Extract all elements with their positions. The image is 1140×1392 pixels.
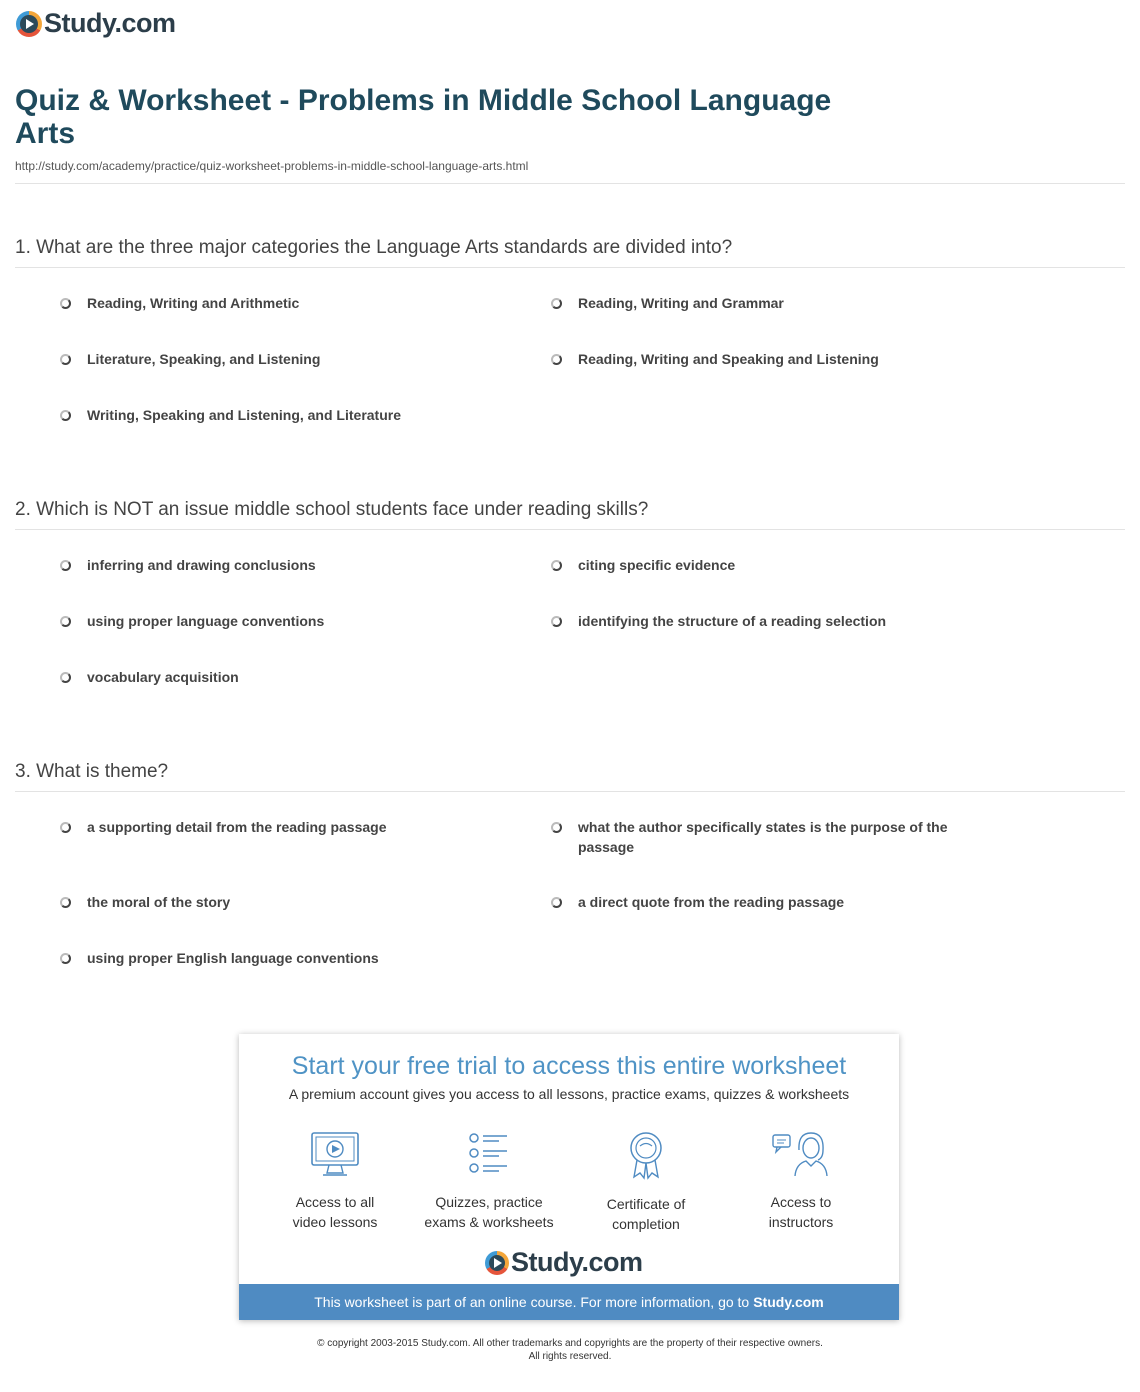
radio-button-icon[interactable]	[60, 298, 71, 309]
promo-heading[interactable]: Start your free trial to access this entire worksheet	[291, 1052, 847, 1080]
promo-footer-text: This worksheet is part of an online course. For more information, go to	[314, 1294, 750, 1310]
q2-option-a[interactable]	[60, 555, 500, 575]
q1-option-d[interactable]	[551, 349, 971, 369]
feature-label-line1: Certificate of	[606, 1196, 686, 1212]
feature-label-line1: Quizzes, practice	[435, 1194, 543, 1210]
option-label: Reading, Writing and Arithmetic	[87, 295, 300, 311]
page-title: Quiz & Worksheet - Problems in Middle School Language Arts	[15, 84, 832, 150]
promo-footer-bar	[239, 1284, 899, 1320]
feature-label-line2: video lessons	[292, 1214, 378, 1230]
radio-button-icon[interactable]	[551, 560, 562, 571]
video-lessons-icon	[309, 1130, 361, 1178]
question-divider	[15, 267, 1125, 268]
page-url[interactable]: http://study.com/academy/practice/quiz-worksheet-problems-in-middle-school-language-arts.html	[15, 159, 529, 173]
study-logo-text: Study.com	[44, 8, 176, 38]
radio-button-icon[interactable]	[551, 897, 562, 908]
radio-button-icon[interactable]	[60, 616, 71, 627]
q3-option-d[interactable]	[551, 892, 971, 912]
q2-option-b[interactable]	[551, 555, 971, 575]
study-logo-text: Study.com	[511, 1247, 643, 1277]
radio-button-icon[interactable]	[551, 616, 562, 627]
feature-label-line1: Access to all	[295, 1194, 375, 1210]
option-label: Reading, Writing and Speaking and Listening	[578, 351, 879, 367]
q3-option-c[interactable]	[60, 892, 500, 912]
radio-button-icon[interactable]	[60, 354, 71, 365]
radio-button-icon[interactable]	[60, 560, 71, 571]
copyright-line-1: © copyright 2003-2015 Study.com. All other trademarks and copyrights are the property of their respective owners.	[317, 1338, 823, 1349]
feature-label-line2: completion	[612, 1216, 680, 1232]
option-label: inferring and drawing conclusions	[87, 557, 316, 573]
instructor-icon	[771, 1130, 831, 1178]
q1-option-c[interactable]	[60, 349, 500, 369]
q1-option-b[interactable]	[551, 293, 971, 313]
radio-button-icon[interactable]	[60, 897, 71, 908]
radio-button-icon[interactable]	[551, 822, 562, 833]
radio-button-icon[interactable]	[60, 410, 71, 421]
option-label: a supporting detail from the reading passage	[87, 819, 387, 835]
feature-video-lessons	[260, 1130, 410, 1232]
study-logo-play-icon	[16, 11, 42, 37]
q3-option-a[interactable]	[60, 817, 500, 837]
header-divider	[15, 183, 1125, 184]
promo-subheading: A premium account gives you access to all lessons, practice exams, quizzes & worksheets	[288, 1086, 850, 1102]
promo-footer-link[interactable]: Study.com	[753, 1294, 824, 1310]
feature-instructors	[726, 1130, 876, 1232]
option-label: the moral of the story	[87, 894, 231, 910]
option-label: identifying the structure of a reading selection	[578, 613, 887, 629]
q1-option-e[interactable]	[60, 405, 500, 425]
option-label: Writing, Speaking and Listening, and Literature	[87, 407, 401, 423]
q1-option-a[interactable]	[60, 293, 500, 313]
q3-option-b[interactable]	[551, 817, 971, 857]
radio-button-icon[interactable]	[60, 672, 71, 683]
promo-study-logo[interactable]	[485, 1247, 643, 1278]
study-logo[interactable]	[16, 8, 176, 39]
option-label: a direct quote from the reading passage	[578, 894, 845, 910]
quiz-list-icon	[465, 1130, 513, 1178]
copyright	[0, 1337, 1140, 1363]
feature-certificate	[571, 1130, 721, 1234]
option-label: what the author specifically states is the purpose of the passage	[578, 819, 948, 855]
radio-button-icon[interactable]	[60, 822, 71, 833]
feature-label-line2: exams & worksheets	[424, 1214, 554, 1230]
question-divider	[15, 791, 1125, 792]
radio-button-icon[interactable]	[551, 298, 562, 309]
feature-quizzes	[414, 1130, 564, 1232]
option-label: citing specific evidence	[578, 557, 736, 573]
feature-label-line1: Access to	[770, 1194, 832, 1210]
q2-option-d[interactable]	[551, 611, 971, 631]
free-trial-promo[interactable]	[239, 1034, 899, 1320]
question-2: 2. Which is NOT an issue middle school students face under reading skills?	[15, 499, 649, 520]
q2-option-c[interactable]	[60, 611, 500, 631]
certificate-icon	[626, 1130, 666, 1180]
feature-label-line2: instructors	[768, 1214, 834, 1230]
q2-option-e[interactable]	[60, 667, 500, 687]
radio-button-icon[interactable]	[551, 354, 562, 365]
q3-option-e[interactable]	[60, 948, 500, 968]
question-3: 3. What is theme?	[15, 761, 169, 782]
option-label: Literature, Speaking, and Listening	[87, 351, 321, 367]
radio-button-icon[interactable]	[60, 953, 71, 964]
option-label: using proper language conventions	[87, 613, 325, 629]
study-logo-play-icon	[485, 1251, 509, 1275]
question-1: 1. What are the three major categories the Language Arts standards are divided into?	[15, 237, 733, 258]
question-divider	[15, 529, 1125, 530]
copyright-line-2: All rights reserved.	[528, 1351, 612, 1362]
option-label: using proper English language conventions	[87, 950, 379, 966]
option-label: Reading, Writing and Grammar	[578, 295, 784, 311]
option-label: vocabulary acquisition	[87, 669, 239, 685]
